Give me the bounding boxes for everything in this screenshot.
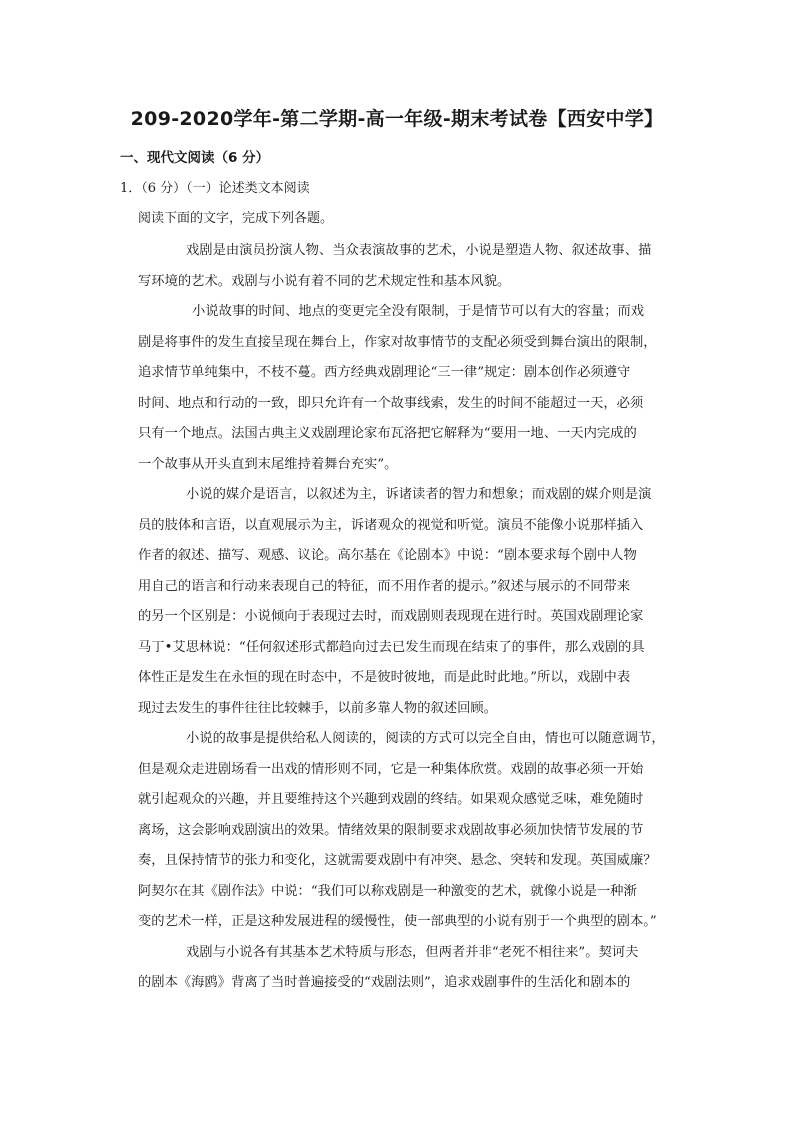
passage-line: 的另一个区别是：小说倾向于表现过去时，而戏剧则表现现在进行时。英国戏剧理论家	[138, 609, 644, 624]
passage-line: 小说的媒介是语言，以叙述为主，诉诸读者的智力和想象；而戏剧的媒介则是演	[186, 487, 652, 502]
passage-line: 体性正是发生在永恒的现在时态中，不是彼时彼地，而是此时此地。”所以，戏剧中表	[138, 670, 631, 685]
passage-line: 阿契尔在其《剧作法》中说：“我们可以称戏剧是一种激变的艺术，就像小说是一种渐	[138, 883, 637, 899]
reading-instruction: 阅读下面的文字，完成下列各题。	[138, 211, 334, 226]
question-label: 1．（6 分）（一）论述类文本阅读	[120, 181, 310, 196]
passage-line: 作者的叙述、描写、观感、议论。高尔基在《论剧本》中说：“剧本要求每个剧中人物	[138, 548, 637, 563]
passage-line: 剧是将事件的发生直接呈现在舞台上，作家对故事情节的支配必须受到舞台演出的限制，	[138, 334, 657, 350]
passage-line: 时间、地点和行动的一致，即只允许有一个故事线索，发生的时间不能超过一天，必须	[138, 395, 644, 411]
passage-line: 用自己的语言和行动来表现自己的特征，而不用作者的提示。”叙述与展示的不同带来	[138, 578, 631, 594]
passage-line: 马丁•艾思林说：“任何叙述形式都趋向过去已发生而现在结束了的事件，那么戏剧的具	[138, 639, 645, 655]
passage-line: 现过去发生的事件往往比较棘手，以前多靠人物的叙述回顾。	[138, 700, 498, 716]
passage-line: 戏剧与小说各有其基本艺术特质与形态，但两者并非“老死不相往来”。契诃夫	[186, 944, 639, 960]
passage-line: 但是观众走进剧场看一出戏的情形则不同，它是一种集体欣赏。戏剧的故事必须一开始	[138, 761, 644, 777]
passage-line: 员的肢体和言语，以直观展示为主，诉诸观众的视觉和听觉。演员不能像小说那样插入	[138, 517, 644, 533]
passage-line: 追求情节单纯集中，不枝不蔓。西方经典戏剧理论“三一律”规定：剧本创作必须遵守	[138, 365, 631, 380]
passage-line: 小说故事的时间、地点的变更完全没有限制，于是情节可以有大的容量；而戏	[192, 304, 645, 319]
passage-line: 写环境的艺术。戏剧与小说有着不同的艺术规定性和基本风貌。	[138, 273, 511, 289]
passage-line: 只有一个地点。法国古典主义戏剧理论家布瓦洛把它解释为“要用一地、一天内完成的	[138, 426, 637, 441]
passage-body	[138, 236, 678, 999]
passage-line: 就引起观众的兴趣，并且要维持这个兴趣到戏剧的终结。如果观众感觉乏味，难免随时	[138, 792, 644, 807]
passage-line: 离场，这会影响戏剧演出的效果。情绪效果的限制要求戏剧故事必须加快情节发展的节	[138, 822, 644, 838]
passage-line: 一个故事从开头直到末尾维持着舞台充实”。	[138, 456, 398, 472]
passage-line: 奏，且保持情节的张力和变化，这就需要戏剧中有冲突、悬念、突转和发现。英国威廉？	[138, 853, 657, 868]
passage-line: 戏剧是由演员扮演人物、当众表演故事的艺术，小说是塑造人物、叙述故事、描	[186, 243, 652, 258]
section-heading: 一、现代文阅读（6 分）	[120, 150, 270, 166]
passage-line: 的剧本《海鸥》背离了当时普遍接受的“戏剧法则”，追求戏剧事件的生活化和剧本的	[138, 975, 631, 990]
passage-line: 变的艺术一样，正是这种发展进程的缓慢性，使一部典型的小说有别于一个典型的剧本。”	[138, 914, 657, 929]
passage-line: 小说的故事是提供给私人阅读的，阅读的方式可以完全自由，情也可以随意调节，	[186, 731, 665, 746]
document-title: 209-2020学年-第二学期-高一年级-期末考试卷【西安中学】	[130, 108, 664, 130]
